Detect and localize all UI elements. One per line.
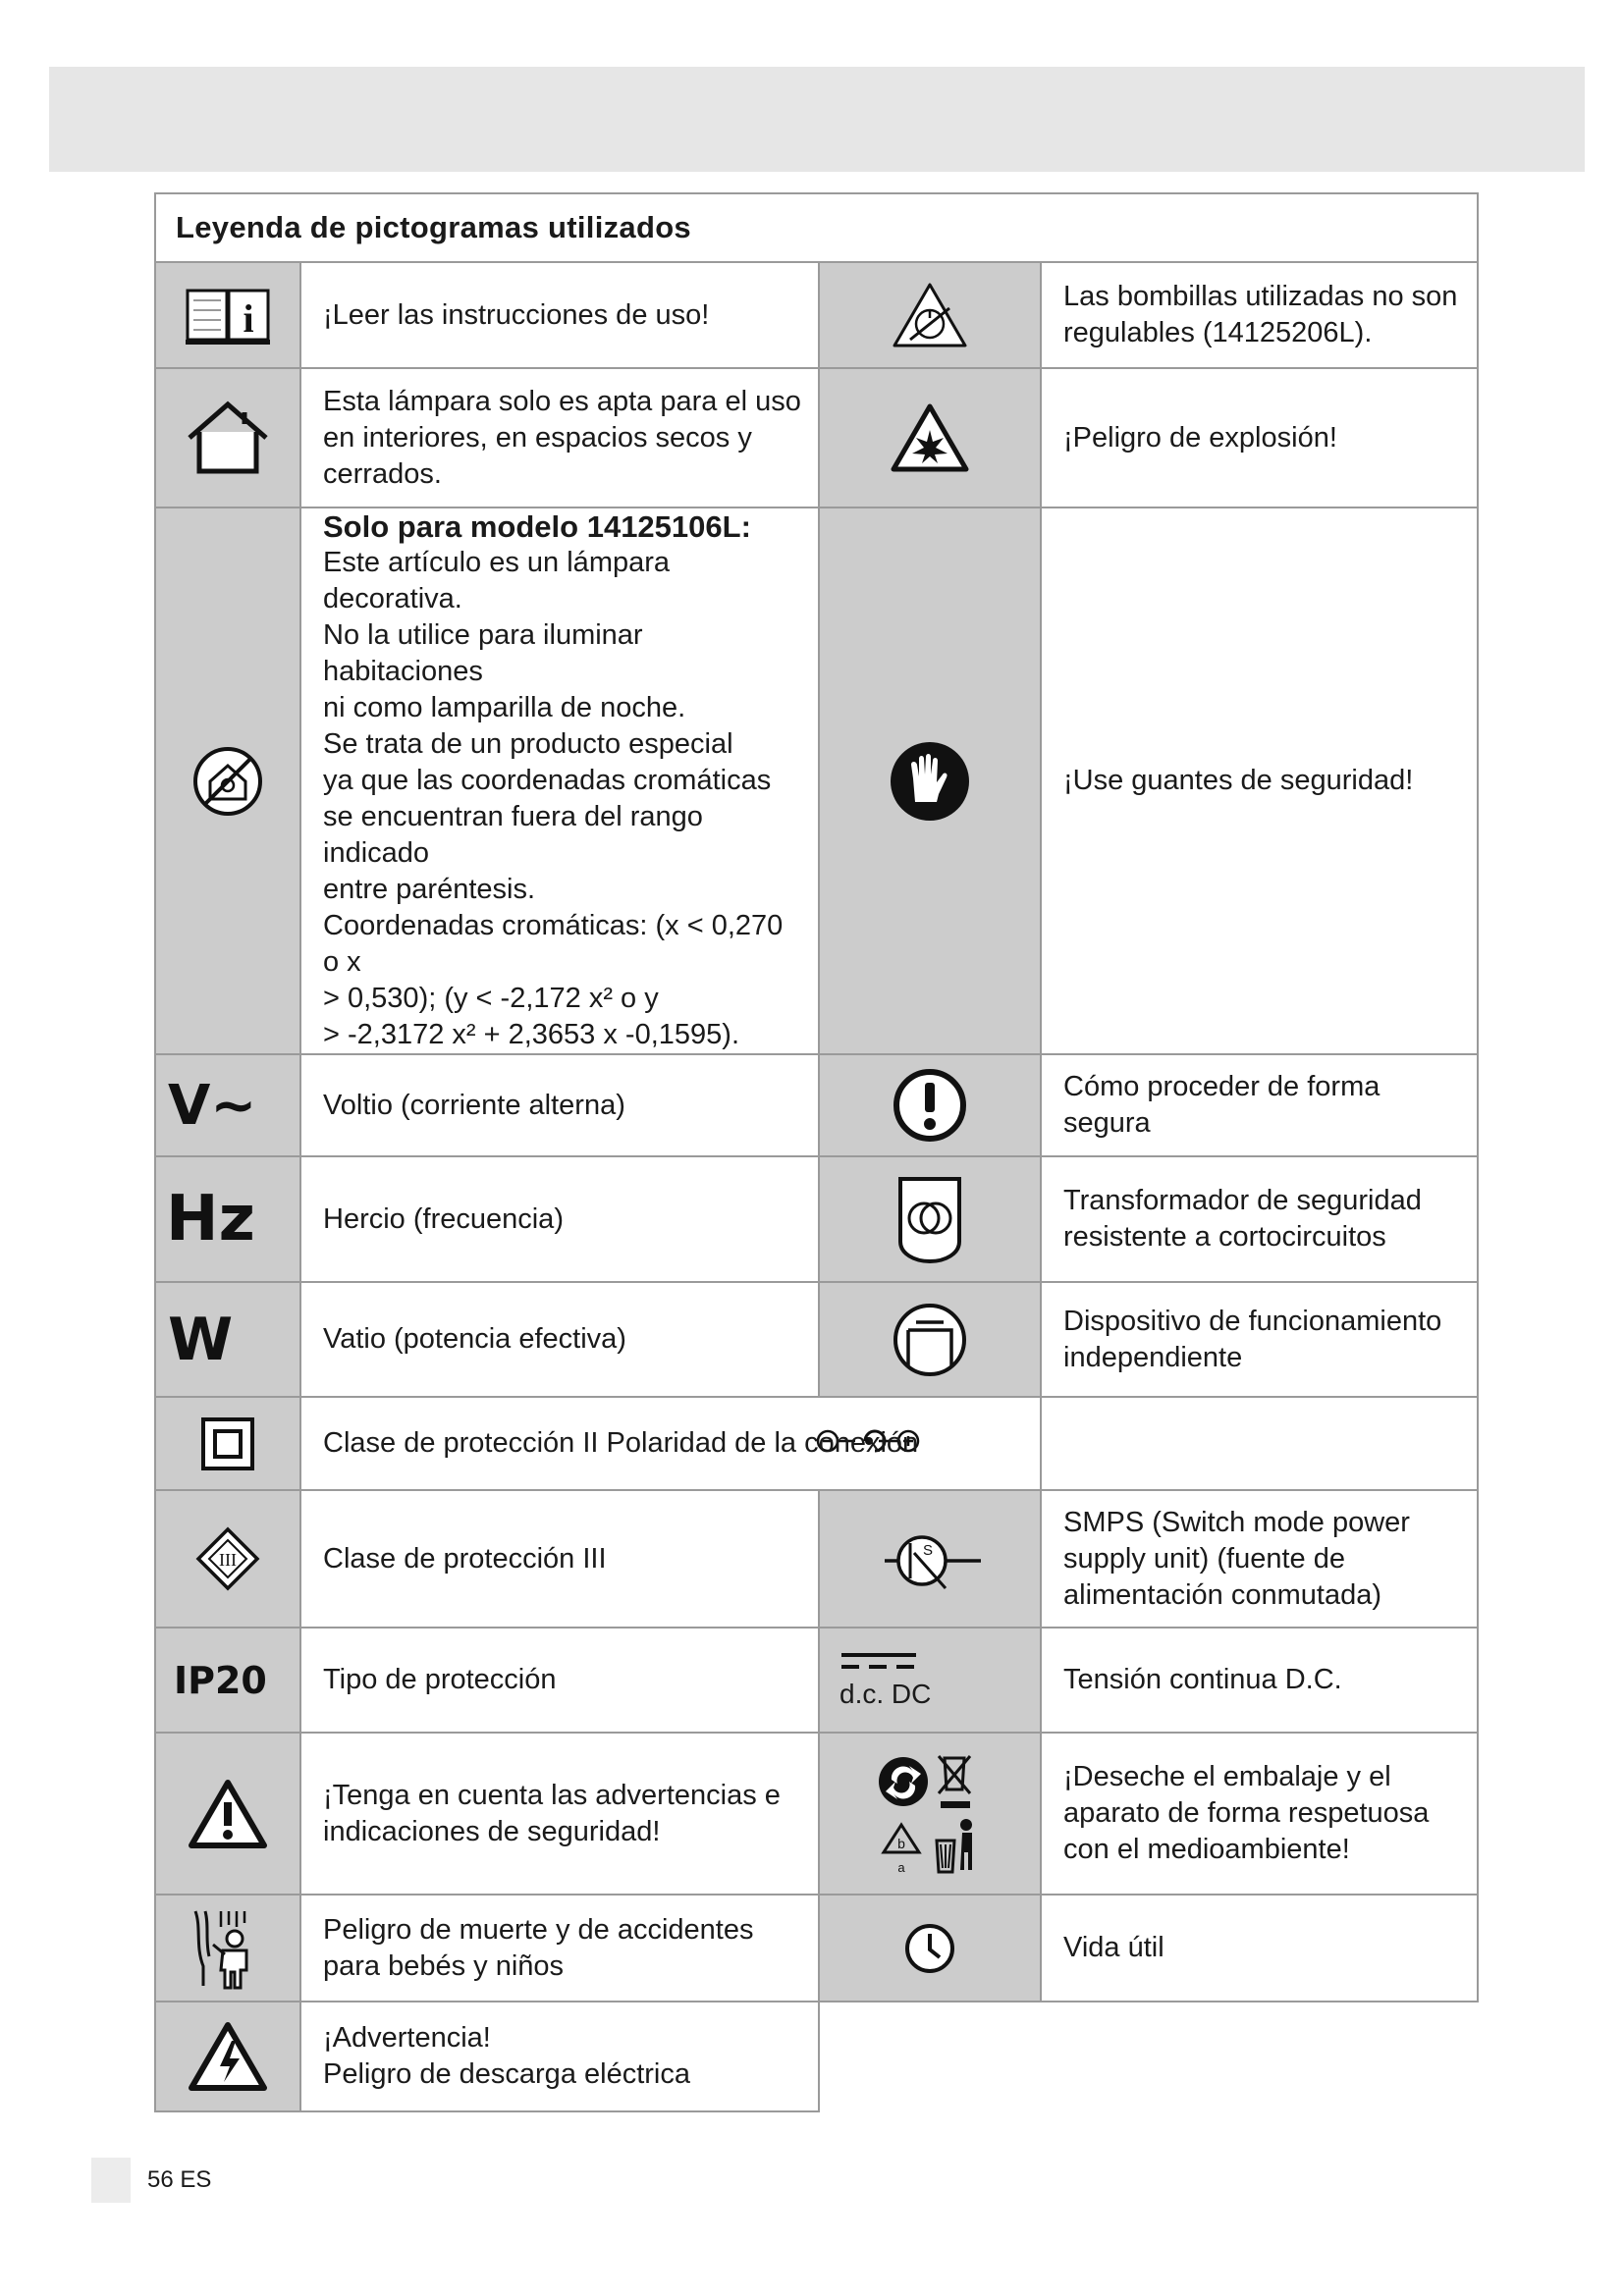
safety-gloves-icon [819, 507, 1041, 1054]
safety-transformer-icon [819, 1156, 1041, 1282]
child-danger-text: Peligro de muerte y de accidentes para bebés y niños [300, 1895, 819, 2002]
exclamation-circle-icon [819, 1054, 1041, 1156]
electric-shock-icon [155, 2002, 300, 2111]
electric-shock-cell [300, 2002, 819, 2111]
page-footer [147, 2166, 211, 2194]
class2-polarity-text: Clase de protección II Polaridad de la conexión [323, 1427, 919, 1459]
explosion-text: ¡Peligro de explosión! [1041, 368, 1478, 507]
model-note-cell [300, 507, 819, 1054]
class2-polarity-cell [300, 1397, 1041, 1490]
indoor-house-icon [155, 368, 300, 507]
svg-text:b: b [897, 1835, 905, 1851]
model-heading: Solo para modelo 14125106L: [323, 509, 751, 544]
warning-heading: ¡Advertencia! [323, 2022, 491, 2054]
volt-text: Voltio (corriente alterna) [300, 1054, 819, 1156]
gloves-text: ¡Use guantes de seguridad! [1041, 507, 1478, 1054]
read-manual-icon [155, 262, 300, 368]
svg-text:a: a [897, 1859, 905, 1875]
watt-symbol-icon [155, 1282, 300, 1397]
clock-icon [819, 1895, 1041, 2002]
child-danger-icon [155, 1895, 300, 2002]
independent-device-text: Dispositivo de funcionamiento independiente [1041, 1282, 1478, 1397]
independent-device-icon [819, 1282, 1041, 1397]
protection-type-text: Tipo de protección [300, 1628, 819, 1733]
dc-icon [819, 1628, 1041, 1733]
watt-text: Vatio (potencia efectiva) [300, 1282, 819, 1397]
electric-shock-text: Peligro de descarga eléctrica [323, 2058, 690, 2090]
hertz-symbol-icon [155, 1156, 300, 1282]
hertz-symbol: Hz [166, 1183, 255, 1255]
lifetime-text: Vida útil [1041, 1895, 1478, 2002]
no-dimmer-icon [819, 262, 1041, 368]
model-description: Este artículo es un lámpara decorativa. No la utilice para iluminar habitaciones ni como lamparilla de noche. Se trata de un producto especial ya que las coordenadas cromáticas se encuentran fuera del rango indicado entre paréntesis. Coordenadas cromáticas: (x < 0,270 o x > 0,530); (y < -2,172 x² o y > -2,3172 x² + 2,3653 x -0,1595). [323, 547, 784, 1050]
legend-title: Leyenda de pictogramas utilizados [155, 193, 1478, 262]
dc-symbol-label: d.c. DC [839, 1678, 932, 1709]
watt-symbol: W [168, 1305, 234, 1374]
volt-symbol: V~ [168, 1073, 257, 1138]
no-room-lighting-icon [155, 507, 300, 1054]
smps-text: SMPS (Switch mode power supply unit) (fuente de alimentación conmutada) [1041, 1490, 1478, 1628]
protection-class-3-icon [155, 1490, 300, 1628]
dc-voltage-text: Tensión continua D.C. [1041, 1628, 1478, 1733]
indoor-only-text: Esta lámpara solo es apta para el uso en interiores, en espacios secos y cerrados. [300, 368, 819, 507]
smps-icon [819, 1490, 1041, 1628]
bulbs-not-dimmable-text: Las bombillas utilizadas no son regulables (14125206L). [1041, 262, 1478, 368]
safe-procedure-text: Cómo proceder de forma segura [1041, 1054, 1478, 1156]
page-number: 56 [147, 2166, 174, 2193]
svg-text:III: III [219, 1550, 237, 1570]
volt-symbol-icon [155, 1054, 300, 1156]
protection-class-2-icon [155, 1397, 300, 1490]
pictogram-legend-table [154, 192, 1479, 2112]
header-band [49, 67, 1585, 172]
dispose-text: ¡Deseche el embalaje y el aparato de forma respetuosa con el medioambiente! [1041, 1733, 1478, 1895]
class3-text: Clase de protección III [300, 1490, 819, 1628]
page-language: ES [180, 2166, 212, 2193]
read-instructions-text: ¡Leer las instrucciones de uso! [300, 262, 819, 368]
safety-transformer-text: Transformador de seguridad resistente a cortocircuitos [1041, 1156, 1478, 1282]
page-footer-box [91, 2158, 131, 2203]
empty-cell [1041, 1397, 1478, 1490]
ip20-symbol: IP20 [174, 1658, 267, 1702]
svg-text:i: i [243, 296, 254, 341]
svg-text:S: S [922, 1542, 934, 1559]
warnings-text: ¡Tenga en cuenta las advertencias e indicaciones de seguridad! [300, 1733, 819, 1895]
hertz-text: Hercio (frecuencia) [300, 1156, 819, 1282]
ip20-symbol-icon [155, 1628, 300, 1733]
explosion-warning-icon [819, 368, 1041, 507]
blank-area [819, 2002, 1478, 2111]
recycling-disposal-icon [819, 1733, 1041, 1895]
warning-triangle-icon [155, 1733, 300, 1895]
